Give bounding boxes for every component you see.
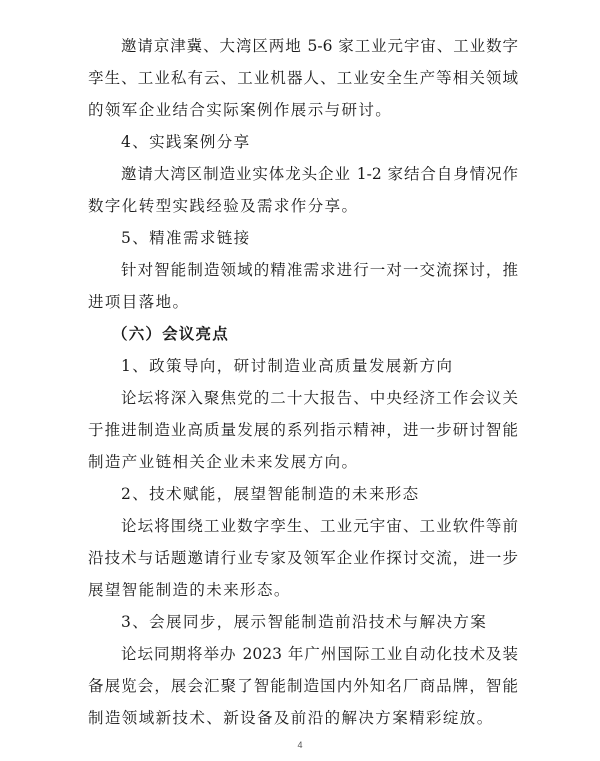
- paragraph-line: 制造产业链相关企业未来发展方向。: [88, 453, 359, 471]
- paragraph-line: 邀请大湾区制造业实体龙头企业 1-2 家结合自身情况作: [121, 165, 518, 183]
- paragraph-line: 的领军企业结合实际案例作展示与研讨。: [88, 101, 393, 119]
- paragraph-line: 论坛将深入聚焦党的二十大报告、中央经济工作会议关: [121, 389, 518, 407]
- paragraph-line: 备展览会，展会汇聚了智能制造国内外知名厂商品牌，智能: [88, 677, 518, 695]
- paragraph-line: 孪生、工业私有云、工业机器人、工业安全生产等相关领域: [88, 69, 518, 87]
- section-heading-5: 5、精准需求链接: [121, 229, 251, 247]
- paragraph-line: 数字化转型实践经验及需求作分享。: [88, 197, 359, 215]
- section-title-meeting-highlights: （六）会议亮点: [112, 325, 229, 343]
- paragraph-line: 论坛将围绕工业数字孪生、工业元宇宙、工业软件等前: [121, 517, 518, 535]
- paragraph-line: 邀请京津冀、大湾区两地 5-6 家工业元宇宙、工业数字: [121, 37, 518, 55]
- highlight-heading-2: 2、技术赋能，展望智能制造的未来形态: [121, 485, 420, 503]
- paragraph-line: 展望智能制造的未来形态。: [88, 581, 291, 599]
- page-number: 4: [297, 740, 303, 750]
- paragraph-line: 沿技术与话题邀请行业专家及领军企业作探讨交流，进一步: [88, 549, 518, 567]
- highlight-heading-1: 1、政策导向，研讨制造业高质量发展新方向: [121, 357, 454, 375]
- paragraph-line: 论坛同期将举办 2023 年广州国际工业自动化技术及装: [121, 645, 518, 663]
- paragraph-line: 针对智能制造领域的精准需求进行一对一交流探讨，推: [121, 261, 518, 279]
- paragraph-line: 于推进制造业高质量发展的系列指示精神，进一步研讨智能: [88, 421, 518, 439]
- highlight-heading-3: 3、会展同步，展示智能制造前沿技术与解决方案: [121, 613, 488, 631]
- paragraph-line: 制造领域新技术、新设备及前沿的解决方案精彩绽放。: [88, 709, 494, 727]
- paragraph-line: 进项目落地。: [88, 293, 190, 311]
- section-heading-4: 4、实践案例分享: [121, 133, 251, 151]
